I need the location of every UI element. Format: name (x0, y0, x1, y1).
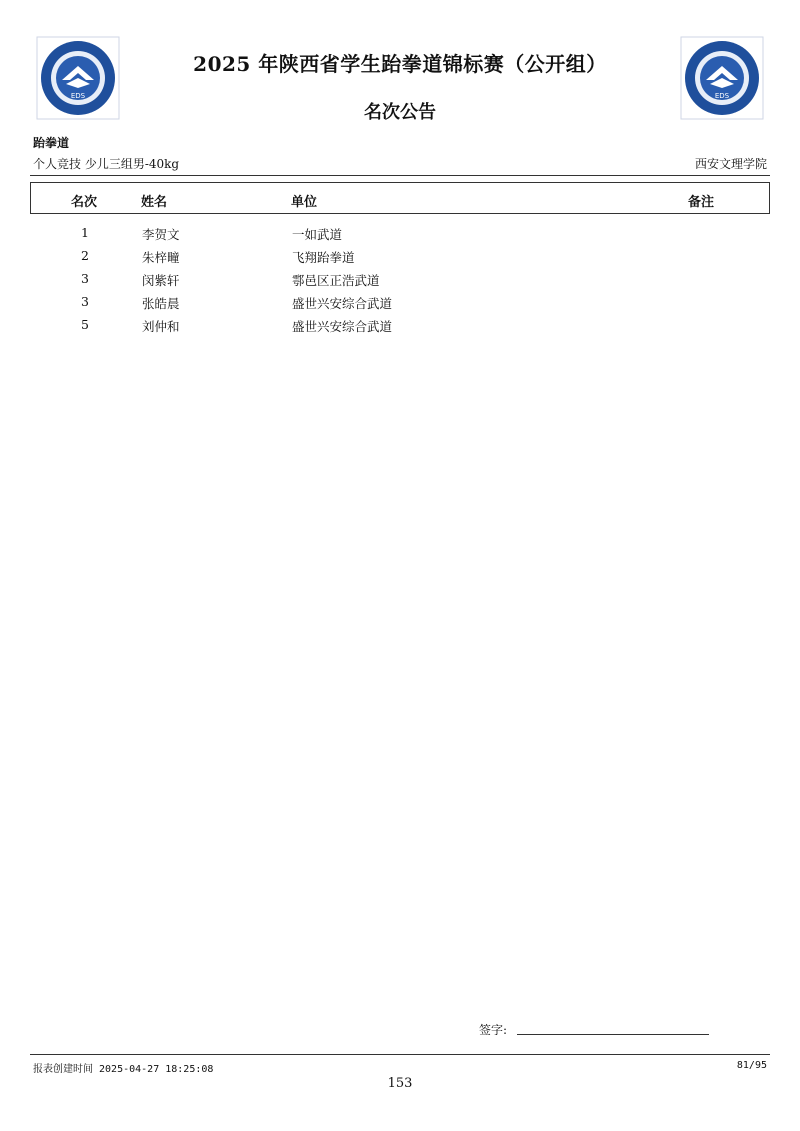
table-row (30, 222, 770, 245)
row-name: 朱梓疃 (142, 250, 180, 265)
signature-line (517, 1034, 709, 1035)
results-table (30, 222, 770, 337)
row-unit: 盛世兴安综合武道 (292, 296, 393, 311)
row-rank: 3 (81, 271, 89, 286)
row-name: 刘仲和 (142, 319, 180, 334)
row-unit: 飞翔跆拳道 (292, 250, 355, 265)
table-row (30, 268, 770, 291)
row-name: 张皓晨 (142, 296, 180, 311)
row-rank: 5 (81, 317, 89, 332)
row-unit: 鄠邑区正浩武道 (292, 273, 380, 288)
header-rank: 名次 (71, 195, 98, 210)
signature-label: 签字: (479, 1023, 508, 1037)
row-rank: 1 (81, 225, 89, 240)
row-rank: 3 (81, 294, 89, 309)
page-number: 153 (387, 1076, 413, 1091)
sport-label: 跆拳道 (33, 136, 70, 150)
header-note: 备注 (688, 195, 715, 210)
row-name: 闵紫轩 (142, 273, 180, 288)
svg-text:EDS: EDS (70, 92, 86, 100)
table-header (30, 182, 770, 214)
row-rank: 2 (81, 248, 89, 263)
report-created-time: 报表创建时间 2025-04-27 18:25:08 (33, 1064, 214, 1075)
event-label: 个人竞技 少儿三组男-40kg (33, 157, 180, 171)
svg-text:EDS: EDS (714, 92, 730, 100)
table-row (30, 291, 770, 314)
page-count: 81/95 (736, 1060, 767, 1071)
table-row (30, 245, 770, 268)
page-subtitle: 名次公告 (364, 102, 436, 123)
page-title: 2025 年陕西省学生跆拳道锦标赛（公开组） (193, 52, 607, 76)
table-row (30, 314, 770, 337)
venue-label: 西安文理学院 (694, 157, 767, 171)
row-unit: 一如武道 (292, 227, 343, 242)
row-name: 李贺文 (142, 227, 180, 242)
header-name: 姓名 (141, 195, 168, 210)
row-unit: 盛世兴安综合武道 (292, 319, 393, 334)
header-unit: 单位 (291, 195, 318, 210)
bottom-divider (30, 1054, 770, 1055)
top-divider (30, 175, 770, 176)
